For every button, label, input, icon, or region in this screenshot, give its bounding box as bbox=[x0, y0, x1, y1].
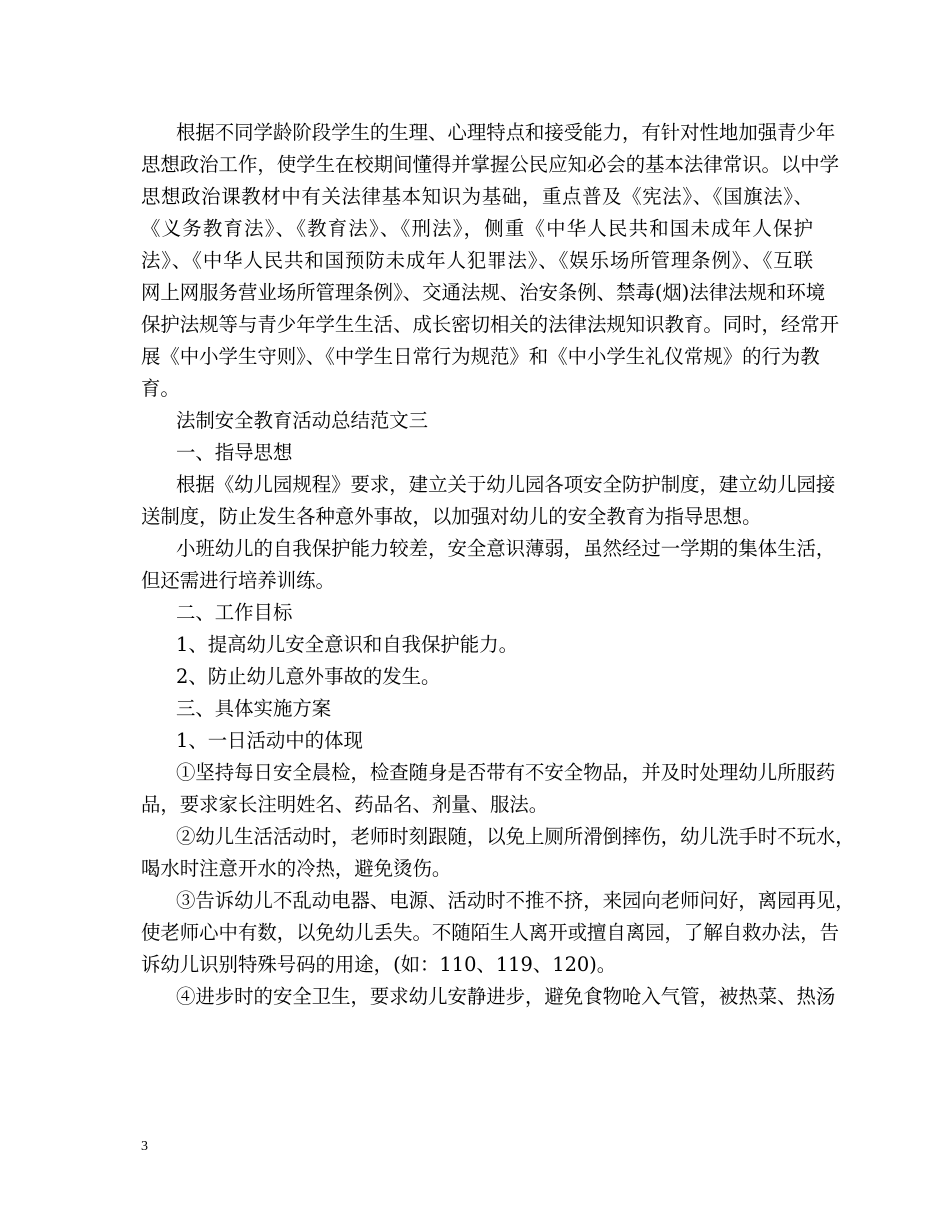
paragraph-line: 诉幼儿识别特殊号码的用途，(如：110、119、120)。 bbox=[141, 953, 617, 976]
list-item: 1、提高幼儿安全意识和自我保护能力。 bbox=[176, 633, 518, 656]
paragraph-line: ④进步时的安全卫生，要求幼儿安静进步，避免食物呛入气管，被热菜、热汤 bbox=[176, 985, 836, 1008]
paragraph-line: ②幼儿生活活动时，老师时刻跟随，以免上厕所滑倒摔伤，幼儿洗手时不玩水， bbox=[176, 825, 855, 848]
paragraph-line: ①坚持每日安全晨检，检查随身是否带有不安全物品，并及时处理幼儿所服药 bbox=[176, 761, 836, 784]
paragraph-line: 思想政治课教材中有关法律基本知识为基础，重点普及《宪法》、《国旗法》、 bbox=[141, 185, 813, 208]
paragraph-line: 送制度，防止发生各种意外事故，以加强对幼儿的安全教育为指导思想。 bbox=[141, 505, 762, 528]
paragraph-line: 根据《幼儿园规程》要求，建立关于幼儿园各项安全防护制度，建立幼儿园接 bbox=[176, 473, 836, 496]
paragraph-line: 但还需进行培养训练。 bbox=[141, 569, 335, 592]
paragraph-line: 展《中小学生守则》、《中学生日常行为规范》和《中小学生礼仪常规》的行为教 bbox=[141, 345, 820, 368]
section-title: 法制安全教育活动总结范文三 bbox=[176, 409, 429, 432]
subsection-heading: 1、一日活动中的体现 bbox=[176, 729, 363, 752]
paragraph-line: 根据不同学龄阶段学生的生理、心理特点和接受能力，有针对性地加强青少年 bbox=[176, 121, 836, 144]
paragraph-line: 育。 bbox=[141, 377, 180, 400]
paragraph-line: 法》、《中华人民共和国预防未成年人犯罪法》、《娱乐场所管理条例》、《互联 bbox=[141, 249, 813, 272]
paragraph-line: ③告诉幼儿不乱动电器、电源、活动时不推不挤，来园向老师问好，离园再见， bbox=[176, 889, 855, 912]
section-heading: 二、工作目标 bbox=[176, 601, 293, 624]
paragraph-line: 使老师心中有数，以免幼儿丢失。不随陌生人离开或擅自离园，了解自救办法，告 bbox=[141, 921, 840, 944]
paragraph-line: 品，要求家长注明姓名、药品名、剂量、服法。 bbox=[141, 793, 549, 816]
paragraph-line: 保护法规等与青少年学生生活、成长密切相关的法律法规知识教育。同时，经常开 bbox=[141, 313, 840, 336]
paragraph-line: 喝水时注意开水的冷热，避免烫伤。 bbox=[141, 857, 452, 880]
list-item: 2、防止幼儿意外事故的发生。 bbox=[176, 665, 441, 688]
paragraph-line: 网上网服务营业场所管理条例》、交通法规、治安条例、禁毒(烟)法律法规和环境 bbox=[141, 281, 826, 304]
section-heading: 一、指导思想 bbox=[176, 441, 293, 464]
page-number: 3 bbox=[141, 1139, 148, 1154]
paragraph-line: 思想政治工作，使学生在校期间懂得并掌握公民应知必会的基本法律常识。以中学 bbox=[141, 153, 840, 176]
paragraph-line: 小班幼儿的自我保护能力较差，安全意识薄弱，虽然经过一学期的集体生活， bbox=[176, 537, 836, 560]
section-heading: 三、具体实施方案 bbox=[176, 697, 332, 720]
paragraph-line: 《义务教育法》、《教育法》、《刑法》，侧重《中华人民共和国未成年人保护 bbox=[141, 217, 813, 240]
